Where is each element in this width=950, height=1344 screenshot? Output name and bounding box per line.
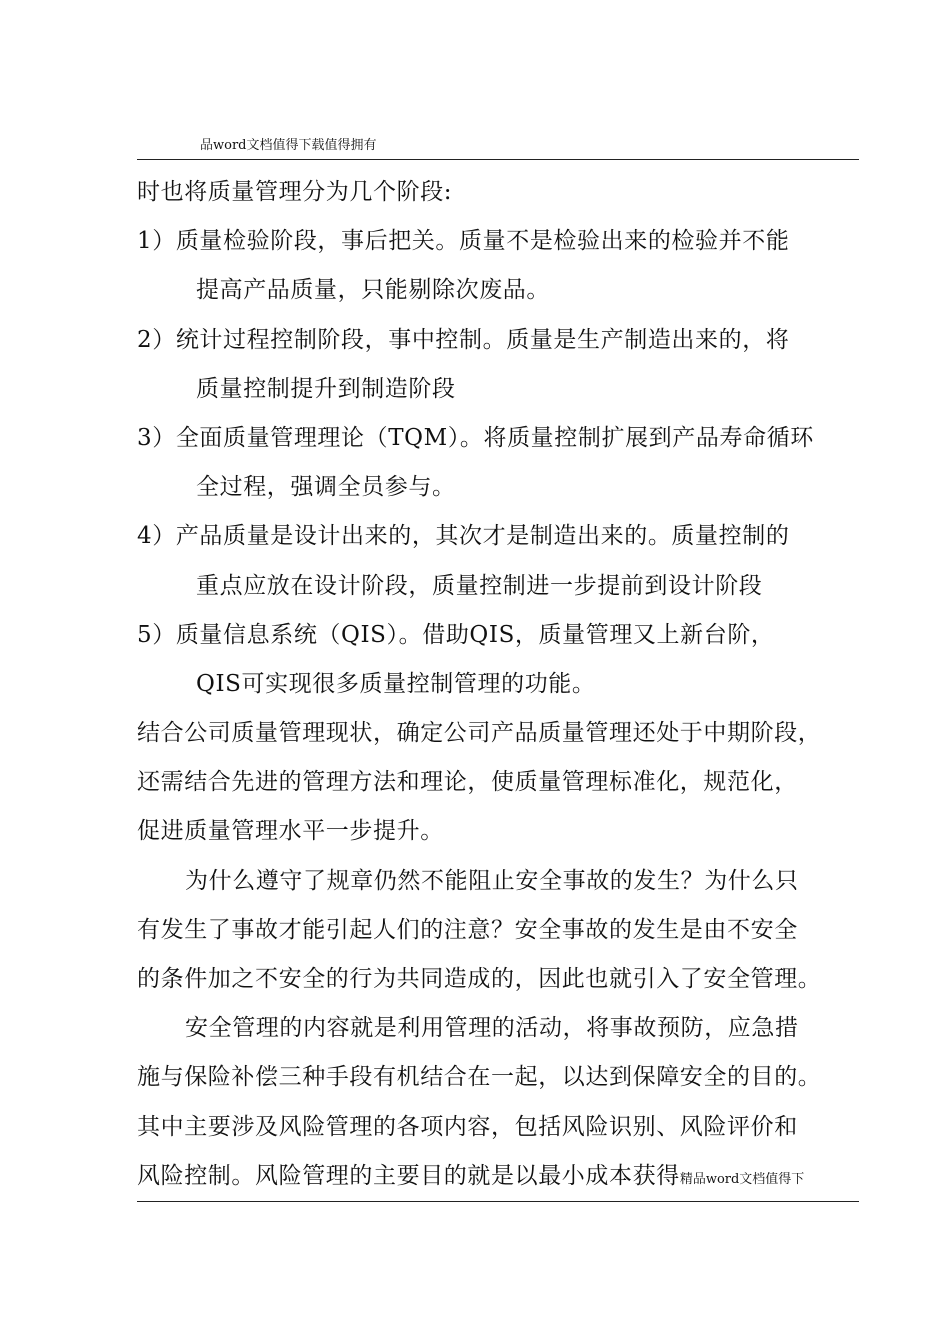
list-item-1: 1）质量检验阶段，事后把关。质量不是检验出来的检验并不能 [137, 228, 790, 255]
list-item-3: 3）全面质量管理理论（TQM）。将质量控制扩展到产品寿命循环 [137, 424, 814, 451]
list-item-1-continuation: 提高产品质量，只能剔除次废品。 [196, 277, 550, 304]
header-divider [137, 159, 859, 160]
list-item-4: 4）产品质量是设计出来的，其次才是制造出来的。质量控制的 [137, 523, 790, 550]
document-body [137, 172, 877, 1205]
body-line: 施与保险补偿三种手段有机结合在一起，以达到保障安全的目的。 [137, 1064, 822, 1091]
body-line: 的条件加之不安全的行为共同造成的，因此也就引入了安全管理。 [137, 966, 822, 992]
paragraph-start: 安全管理的内容就是利用管理的活动，将事故预防，应急措 [185, 1015, 799, 1042]
body-last-line [137, 1156, 877, 1205]
body-line: 还需结合先进的管理方法和理论，使质量管理标准化，规范化， [137, 769, 798, 796]
paragraph-start: 为什么遵守了规章仍然不能阻止安全事故的发生？为什么只 [185, 867, 799, 894]
body-last-line-text: 风险控制。风险管理的主要目的就是以最小成本获得 [137, 1162, 680, 1189]
list-item-4-continuation: 重点应放在设计阶段，质量控制进一步提前到设计阶段 [196, 572, 763, 599]
list-item-2-continuation: 质量控制提升到制造阶段 [196, 375, 456, 402]
page-footer-text: 精品word文档值得下 [679, 1171, 805, 1187]
body-line: 促进质量管理水平一步提升。 [137, 818, 444, 845]
body-line: 时也将质量管理分为几个阶段: [137, 179, 453, 205]
list-item-5: 5）质量信息系统（QIS）。借助QIS，质量管理又上新台阶， [137, 621, 775, 648]
list-item-5-continuation: QIS可实现很多质量控制管理的功能。 [196, 670, 596, 697]
list-item-3-continuation: 全过程，强调全员参与。 [196, 474, 456, 501]
body-line: 结合公司质量管理现状，确定公司产品质量管理还处于中期阶段， [137, 720, 822, 747]
page-header-text: 品word文档值得下载值得拥有 [200, 138, 377, 153]
list-item-2: 2）统计过程控制阶段，事中控制。质量是生产制造出来的，将 [137, 326, 790, 353]
footer-divider [137, 1201, 859, 1202]
body-line: 其中主要涉及风险管理的各项内容，包括风险识别、风险评价和 [137, 1113, 798, 1140]
body-line: 有发生了事故才能引起人们的注意？安全事故的发生是由不安全 [137, 916, 798, 943]
